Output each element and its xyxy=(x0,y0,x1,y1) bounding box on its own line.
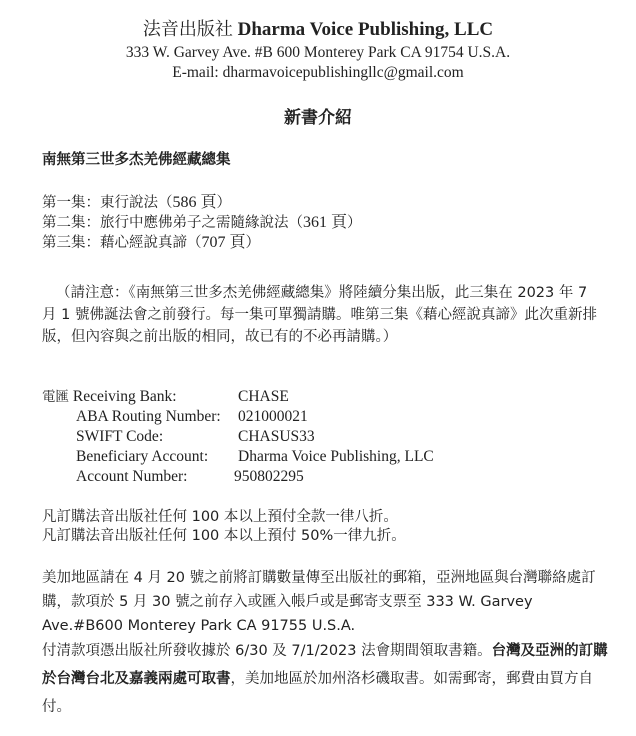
beneficiary-account-label: Beneficiary Account: xyxy=(76,448,209,465)
volume-item xyxy=(42,193,362,213)
beneficiary-account-value: Dharma Voice Publishing, LLC xyxy=(238,448,434,465)
publisher-address: 333 W. Garvey Ave. #B 600 Monterey Park CA 91754 U.S.A. xyxy=(125,44,511,61)
receiving-bank-label: Receiving Bank: xyxy=(72,388,177,405)
discount-full-payment: 凡訂購法音出版社任何 100 本以上預付全款一律八折。 xyxy=(42,509,398,525)
pickup-instructions xyxy=(42,637,612,721)
volume-label: 第二集：旅行中應佛弟子之需隨緣說法（ xyxy=(42,215,303,231)
discount-list xyxy=(42,508,406,546)
swift-code-label: SWIFT Code: xyxy=(76,428,164,445)
release-note: （請注意：《南無第三世多杰羌佛經藏總集》將陸續分集出版，此三集在 2023 年 7 月 1 號佛誕法會之前發行。每一集可單獨請購。唯第三集《藉心經說真諦》此次重新排版，但內容與之前出版的相同，故已有的不必再請購。） xyxy=(42,285,597,345)
volume-label: 第一集：東行說法（ xyxy=(42,195,173,211)
receiving-bank-value: CHASE xyxy=(238,388,289,405)
volume-close: ） xyxy=(245,235,261,251)
routing-number-label: ABA Routing Number: xyxy=(76,408,221,425)
volume-pages: 361 頁 xyxy=(303,214,348,231)
publisher-name-cn: 法音出版社 xyxy=(142,19,233,40)
volume-item xyxy=(42,233,362,253)
volume-close: ） xyxy=(347,215,362,231)
discount-half-payment: 凡訂購法音出版社任何 100 本以上預付 50%一律九折。 xyxy=(42,528,406,544)
section-title: 新書介紹 xyxy=(284,108,352,128)
volume-pages: 586 頁 xyxy=(172,194,217,211)
collection-title: 南無第三世多杰羌佛經藏總集 xyxy=(42,152,231,168)
account-number-label: Account Number: xyxy=(76,468,188,485)
routing-number-value: 021000021 xyxy=(238,408,308,425)
volume-close: ） xyxy=(216,195,232,211)
ordering-instructions: 美加地區請在 4 月 20 號之前將訂購數量傳至出版社的郵箱，亞洲地區與台灣聯絡處訂購，款項於 5 月 30 號之前存入或匯入帳戶或是郵寄支票至 333 W. Garvey Ave.#B600 Monterey Park CA 91755 U.S.A. xyxy=(42,570,596,634)
publisher-name-en: Dharma Voice Publishing, LLC xyxy=(237,19,494,40)
account-number-value: 950802295 xyxy=(234,468,304,485)
volume-label: 第三集：藉心經說真諦（ xyxy=(42,235,202,251)
wire-label: 電匯 xyxy=(42,389,69,405)
volume-pages: 707 頁 xyxy=(201,234,246,251)
volume-list xyxy=(42,193,362,253)
pickup-asia-bold: 台灣及亞洲的訂購於台灣台北及嘉義兩處可取書 xyxy=(42,643,608,687)
swift-code-value: CHASUS33 xyxy=(238,428,315,445)
pickup-text-rest: ，美加地區於加州洛杉磯取書。如需郵寄，郵費由買方自付。 xyxy=(42,671,593,715)
publisher-title xyxy=(0,18,636,42)
bank-label xyxy=(42,387,177,407)
pickup-text: 付清款項憑出版社所發收據於 6/30 及 7/1/2023 法會期間領取書籍。 xyxy=(42,643,492,659)
publisher-email: E-mail: dharmavoicepublishingllc@gmail.com xyxy=(172,64,464,81)
volume-item xyxy=(42,213,362,233)
